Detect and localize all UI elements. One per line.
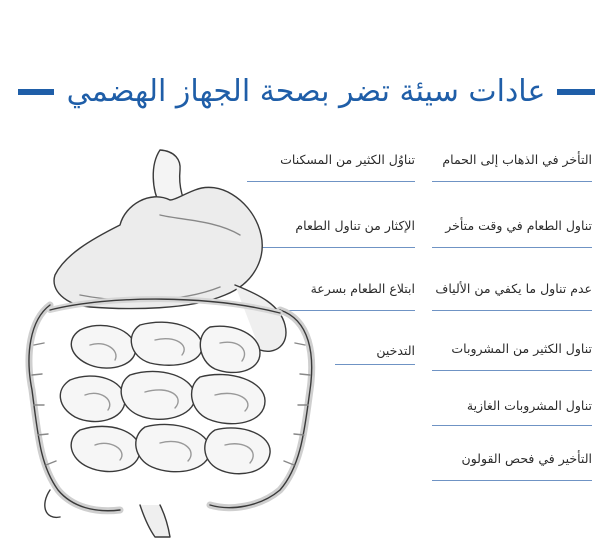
- header: [0, 70, 613, 114]
- habit-item: تناول الطعام في وقت متأخر: [432, 218, 592, 248]
- habit-item: التأخير في فحص القولون: [432, 451, 592, 481]
- habit-item: تناوُل الكثير من المسكنات: [247, 152, 415, 182]
- habit-item: التأخر في الذهاب إلى الحمام: [432, 152, 592, 182]
- habit-item: عدم تناول ما يكفي من الألياف: [432, 281, 592, 311]
- habit-item: ابتلاع الطعام بسرعة: [247, 281, 415, 311]
- habit-item: تناول المشروبات الغازية: [432, 398, 592, 426]
- habit-item: التدخين: [335, 343, 415, 365]
- digestive-system-illustration: [10, 145, 340, 540]
- habit-item: الإكثار من تناول الطعام: [247, 218, 415, 248]
- habit-item: تناول الكثير من المشروبات: [432, 341, 592, 371]
- title-rule-right: [557, 89, 595, 95]
- page-title: عادات سيئة تضر بصحة الجهاز الهضمي: [66, 74, 546, 109]
- title-rule-left: [18, 89, 54, 95]
